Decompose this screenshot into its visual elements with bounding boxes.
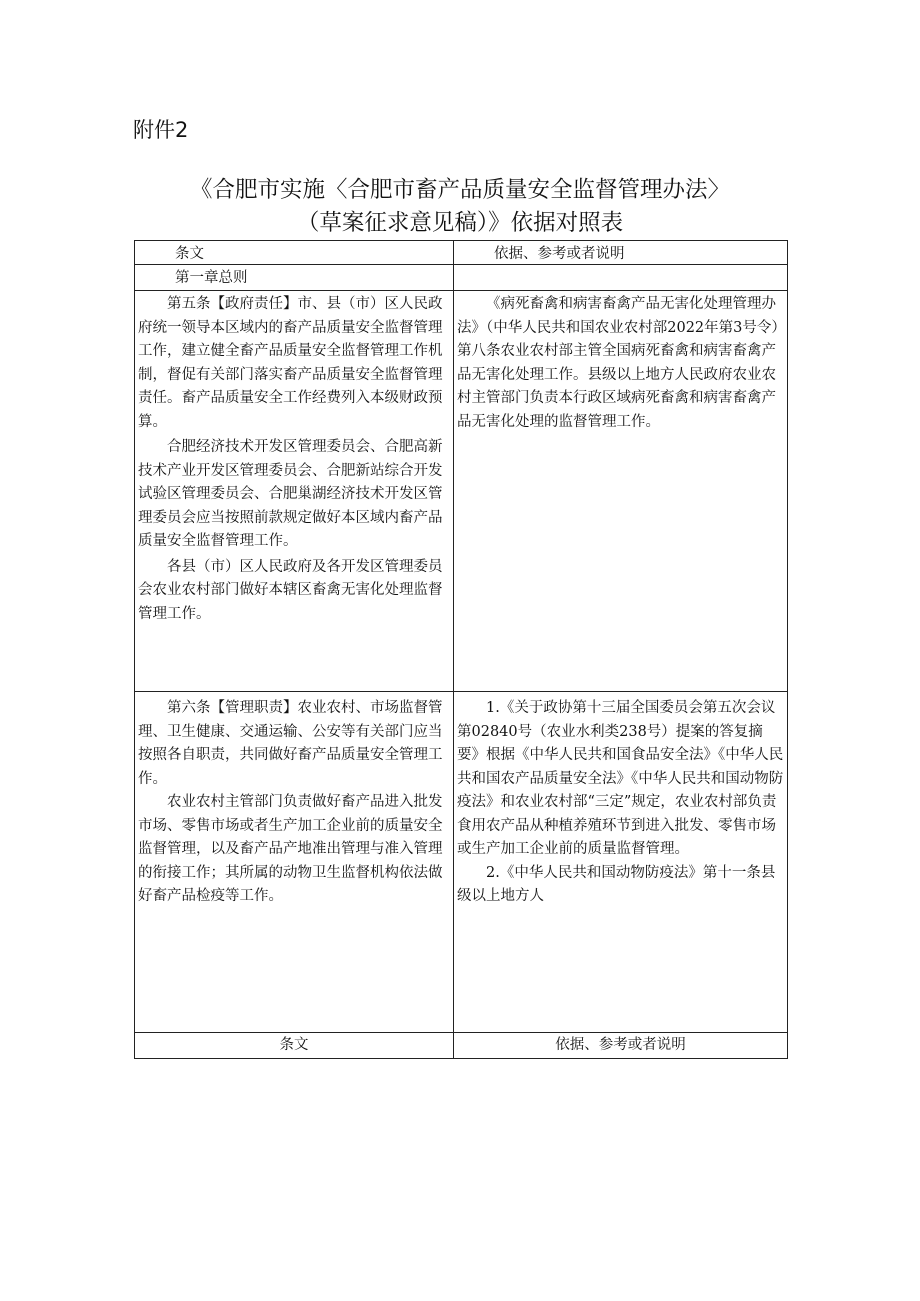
- article-6-basis-para-2: 2.《中华人民共和国动物防疫法》第十一条县级以上地方人: [457, 864, 776, 904]
- document-title-line-1: 《合肥市实施〈合肥市畜产品质量安全监督管理办法〉: [189, 177, 730, 203]
- article-6-cell: [135, 692, 454, 1033]
- table-header-row: [135, 241, 788, 265]
- article-5-cell: [135, 291, 454, 692]
- table-row: [135, 692, 788, 1033]
- article-5-basis-para-1: 《病死畜禽和病害畜禽产品无害化处理管理办法》（中华人民共和国农业农村部2022年第3号令）第八条农业农村部主管全国病死畜禽和病害畜禽产品无害化处理工作。县级以上地方人民政府农业农村主管部门负责本行政区域病死畜禽和病害畜禽产品无害化处理的监督管理工作。: [457, 296, 779, 430]
- footer-article: 条文: [135, 1033, 454, 1059]
- article-5-para-3: 各县（市）区人民政府及各开发区管理委员会农业农村部门做好本辖区畜禽无害化处理监督管理工作。: [138, 558, 443, 622]
- article-6-para-1: 第六条【管理职责】农业农村、市场监督管理、卫生健康、交通运输、公安等有关部门应当按照各自职责，共同做好畜产品质量安全管理工作。: [138, 700, 443, 787]
- article-6-basis-cell: [454, 692, 788, 1033]
- article-5-basis-cell: [454, 291, 788, 692]
- article-6-para-2: 农业农村主管部门负责做好畜产品进入批发市场、零售市场或者生产加工企业前的质量安全监督管理，以及畜产品产地准出管理与准入管理的衔接工作；其所属的动物卫生监督机构依法做好畜产品检疫等工作。: [138, 794, 443, 904]
- chapter-title: 第一章总则: [135, 265, 454, 291]
- chapter-row: [135, 265, 788, 291]
- article-5-para-1: 第五条【政府责任】市、县（市）区人民政府统一领导本区域内的畜产品质量安全监督管理工作，建立健全畜产品质量安全监督管理工作机制，督促有关部门落实畜产品质量安全监督管理责任。畜产品质量安全工作经费列入本级财政预算。: [138, 296, 443, 430]
- chapter-empty-cell: [454, 265, 788, 291]
- header-article: 条文: [135, 241, 454, 265]
- document-title-line-2: （草案征求意见稿）》依据对照表: [296, 210, 624, 236]
- attachment-label: 附件2: [133, 118, 189, 142]
- comparison-table: [134, 240, 788, 1059]
- table-row: [135, 291, 788, 692]
- footer-basis: 依据、参考或者说明: [454, 1033, 788, 1059]
- article-5-para-2: 合肥经济技术开发区管理委员会、合肥高新技术产业开发区管理委员会、合肥新站综合开发试验区管理委员会、合肥巢湖经济技术开发区管理委员会应当按照前款规定做好本区域内畜产品质量安全监督管理工作。: [138, 439, 443, 549]
- header-basis: 依据、参考或者说明: [454, 241, 788, 265]
- table-footer-row: [135, 1033, 788, 1059]
- article-6-basis-para-1: 1.《关于政协第十三届全国委员会第五次会议第02840号（农业水利类238号）提案的答复摘要》根据《中华人民共和国食品安全法》《中华人民共和国农产品质量安全法》《中华人民共和国动物防疫法》和农业农村部“三定”规定，农业农村部负责食用农产品从种植养殖环节到进入批发、零售市场或生产加工企业前的质量监督管理。: [457, 700, 784, 857]
